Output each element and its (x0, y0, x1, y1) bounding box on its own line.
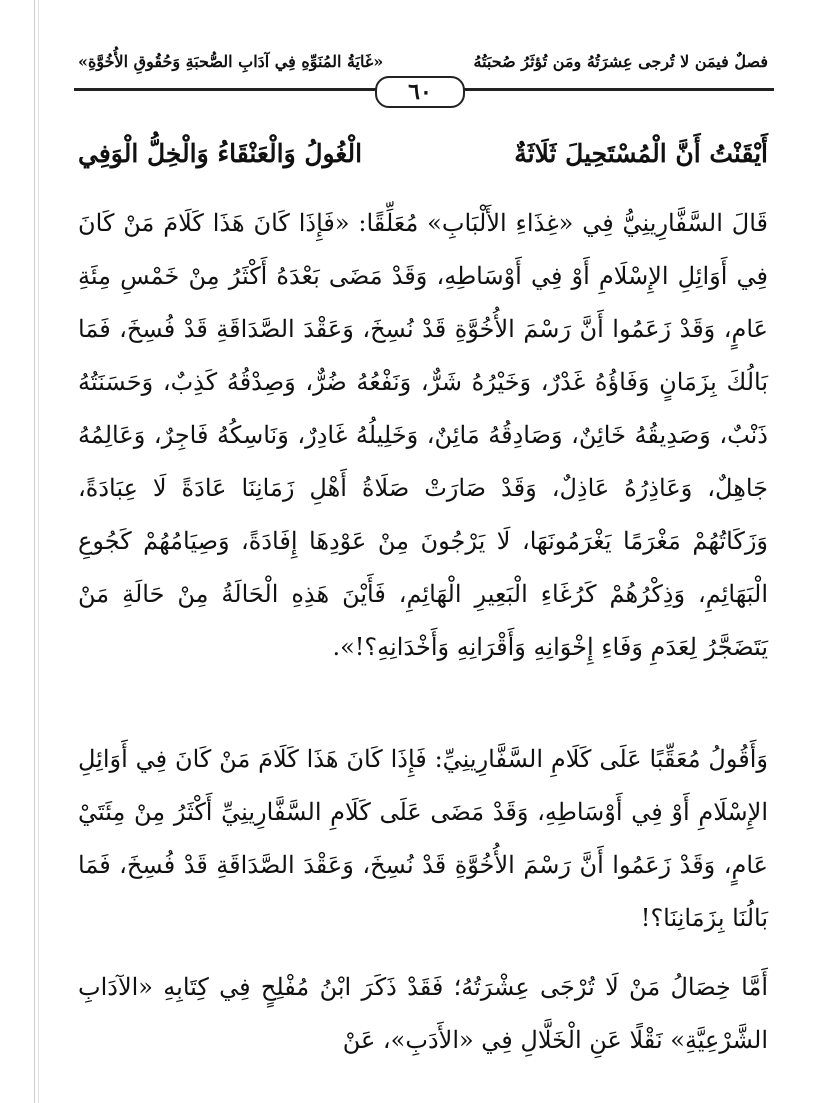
paragraph-safarini-quote: قَالَ السَّفَّارِينِيُّ فِي «غِذَاءِ الأَلْبَابِ» مُعَلِّقًا: «فَإِذَا كَانَ هَذَا كَلَامَ مَنْ كَانَ فِي أَوَائِلِ الإِسْلَامِ أَوْ فِي أَوْسَاطِهِ، وَقَدْ مَضَى بَعْدَهُ أَكْثَرُ مِنْ خَمْسِ مِئَةِ عَامٍ، وَقَدْ زَعَمُوا أَنَّ رَسْمَ الأُخُوَّةِ قَدْ نُسِخَ، وَعَقْدَ الصَّدَاقَةِ قَدْ فُسِخَ، فَمَا بَالُكَ بِزَمَانٍ وَفَاؤُهُ غَدْرٌ، وَخَيْرُهُ شَرٌّ، وَنَفْعُهُ ضُرٌّ، وَصِدْقُهُ كَذِبٌ، وَحَسَنَتُهُ ذَنْبٌ، وَصَدِيقُهُ خَائِنٌ، وَصَادِقُهُ مَائِنٌ، وَخَلِيلُهُ غَادِرٌ، وَنَاسِكُهُ فَاجِرٌ، وَعَالِمُهُ جَاهِلٌ، وَعَاذِرُهُ عَاذِلٌ، وَقَدْ صَارَتْ صَلَاةُ أَهْلِ زَمَانِنَا عَادَةً لَا عِبَادَةً، وَزَكَاتُهُمْ مَغْرَمًا يَغْرَمُونَهَا، لَا يَرْجُونَ مِنْ عَوْدِهَا إِفَادَةً، وَصِيَامُهُمْ كَجُوعِ الْبَهَائِمِ، وَذِكْرُهُمْ كَرُغَاءِ الْبَعِيرِ الْهَائِمِ، فَأَيْنَ هَذِهِ الْحَالَةُ مِنْ حَالَةِ مَنْ يَتَضَجَّرُ لِعَدَمِ وَفَاءِ إِخْوَانِهِ وَأَقْرَانِهِ وَأَخْدَانِهِ؟!». (78, 209, 769, 661)
page-number: ٦٠ (375, 76, 465, 108)
poem-verse (78, 135, 768, 183)
verse-hemistich-first: أَيْقَنْتُ أَنَّ الْمُسْتَحِيلَ ثَلَاثَةٌ (514, 139, 768, 168)
book-title: «غَايَةُ المُنَوِّهِ فِي آدَابِ الصُّحبَةِ وَحُقُوقِ الأُخُوَّةِ» (78, 52, 384, 71)
chapter-title: فصلٌ فيمَن لا تُرجى عِشرَتُهُ ومَن تُؤثَرُ صُحبَتُهُ (473, 52, 768, 71)
paragraph-author-comment: وَأَقُولُ مُعَقِّبًا عَلَى كَلَامِ السَّفَّارِينِيِّ: فَإِذَا كَانَ هَذَا كَلَامَ مَنْ كَانَ فِي أَوَائِلِ الإِسْلَامِ أَوْ فِي أَوْسَاطِهِ، وَقَدْ مَضَى عَلَى كَلَامِ السَّفَّارِينِيِّ أَكْثَرُ مِنْ مِئَتَيْ عَامٍ، وَقَدْ زَعَمُوا أَنَّ رَسْمَ الأُخُوَّةِ قَدْ نُسِخَ، وَعَقْدَ الصَّدَاقَةِ قَدْ فُسِخَ، فَمَا بَالُنَا بِزَمَانِنَا؟! (78, 745, 768, 932)
left-margin-line-inner (38, 0, 39, 1103)
left-margin-line (34, 0, 35, 1103)
verse-hemistich-second: الْغُولُ وَالْعَنْقَاءُ وَالْخِلُّ الْوَفِي (78, 139, 363, 168)
paragraph-traits: أَمَّا خِصَالُ مَنْ لَا تُرْجَى عِشْرَتُهُ؛ فَقَدْ ذَكَرَ ابْنُ مُفْلِحٍ فِي كِتَابِهِ «الآدَابِ الشَّرْعِيَّةِ» نَقْلًا عَنِ الْخَلَّالِ فِي «الأَدَبِ»، عَنْ (78, 973, 768, 1054)
